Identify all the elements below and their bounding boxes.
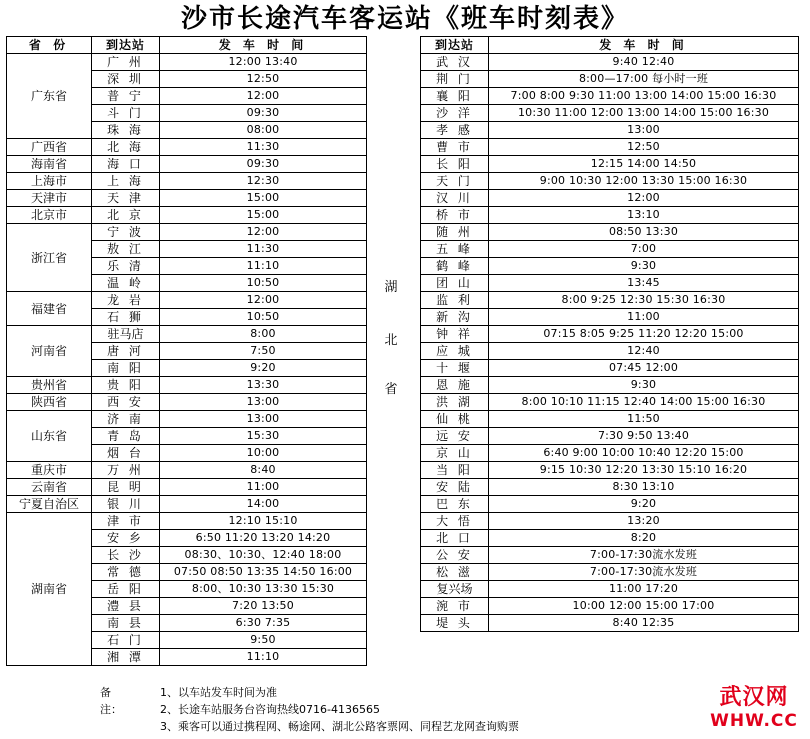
departure-times-cell: 15:00: [160, 190, 367, 207]
departure-times-cell: 12:40: [489, 343, 799, 360]
departure-times-cell: 15:30: [160, 428, 367, 445]
departure-times-cell: 13:00: [489, 122, 799, 139]
destination-cell: 随 州: [421, 224, 489, 241]
destination-cell: 应 城: [421, 343, 489, 360]
departure-times-cell: 11:00: [489, 309, 799, 326]
table-row: [421, 326, 799, 343]
departure-times-cell: 7:00-17:30流水发班: [489, 564, 799, 581]
destination-cell: 海 口: [92, 156, 160, 173]
destination-cell: 孝 感: [421, 122, 489, 139]
destination-cell: 银 川: [92, 496, 160, 513]
watermark-logo: [700, 685, 808, 731]
table-row: [7, 156, 367, 173]
header-times: 发 车 时 间: [160, 37, 367, 54]
destination-cell: 安 乡: [92, 530, 160, 547]
province-cell: 贵州省: [7, 377, 92, 394]
destination-cell: 敖 江: [92, 241, 160, 258]
departure-times-cell: 12:15 14:00 14:50: [489, 156, 799, 173]
hubei-label-char: 北: [384, 333, 398, 348]
destination-cell: 洪 湖: [421, 394, 489, 411]
table-row: [421, 71, 799, 88]
table-row: [421, 105, 799, 122]
table-row: [7, 496, 367, 513]
destination-cell: 仙 桃: [421, 411, 489, 428]
departure-times-cell: 13:45: [489, 275, 799, 292]
departure-times-cell: 13:00: [160, 394, 367, 411]
departure-times-cell: 9:20: [160, 360, 367, 377]
departure-times-cell: 07:15 8:05 9:25 11:20 12:20 15:00: [489, 326, 799, 343]
table-row: [421, 411, 799, 428]
page-title: 沙市长途汽车客运站《班车时刻表》: [180, 4, 629, 34]
departure-times-cell: 8:00、10:30 13:30 15:30: [160, 581, 367, 598]
table-row: [421, 445, 799, 462]
departure-times-cell: 7:00 8:00 9:30 11:00 13:00 14:00 15:00 16:30: [489, 88, 799, 105]
departure-times-cell: 13:20: [489, 513, 799, 530]
destination-cell: 北 海: [92, 139, 160, 156]
destination-cell: 驻马店: [92, 326, 160, 343]
destination-cell: 南 阳: [92, 360, 160, 377]
destination-cell: 堤 头: [421, 615, 489, 632]
watermark-cn: 武汉网: [719, 685, 789, 710]
departure-times-cell: 9:30: [489, 258, 799, 275]
table-row: [421, 615, 799, 632]
destination-cell: 当 阳: [421, 462, 489, 479]
table-row: [421, 598, 799, 615]
destination-cell: 唐 河: [92, 343, 160, 360]
departure-times-cell: 13:10: [489, 207, 799, 224]
table-row: [421, 496, 799, 513]
departure-times-cell: 9:00 10:30 12:00 13:30 15:00 16:30: [489, 173, 799, 190]
province-cell: 湖南省: [7, 513, 92, 666]
departure-times-cell: 6:50 11:20 13:20 14:20: [160, 530, 367, 547]
table-row: [421, 292, 799, 309]
departure-times-cell: 8:00—17:00 每小时一班: [489, 71, 799, 88]
table-row: [7, 462, 367, 479]
departure-times-cell: 12:30: [160, 173, 367, 190]
destination-cell: 复兴场: [421, 581, 489, 598]
departure-times-cell: 9:30: [489, 377, 799, 394]
table-row: [421, 173, 799, 190]
departure-times-cell: 8:20: [489, 530, 799, 547]
destination-cell: 南 县: [92, 615, 160, 632]
table-row: [421, 190, 799, 207]
destination-cell: 松 滋: [421, 564, 489, 581]
departure-times-cell: 11:10: [160, 649, 367, 666]
destination-cell: 鹤 峰: [421, 258, 489, 275]
departure-times-cell: 08:00: [160, 122, 367, 139]
watermark-en: WHW.CC: [710, 711, 798, 731]
note-item: 3、乘客可以通过携程网、畅途网、湖北公路客票网、同程艺龙网查询购票: [160, 720, 519, 733]
departure-times-cell: 14:00: [160, 496, 367, 513]
table-row: [421, 275, 799, 292]
destination-cell: 青 岛: [92, 428, 160, 445]
departure-times-cell: 09:30: [160, 105, 367, 122]
departure-times-cell: 8:40 12:35: [489, 615, 799, 632]
departure-times-cell: 9:15 10:30 12:20 13:30 15:10 16:20: [489, 462, 799, 479]
departure-times-cell: 12:50: [160, 71, 367, 88]
departure-times-cell: 12:00: [489, 190, 799, 207]
province-cell: 重庆市: [7, 462, 92, 479]
destination-cell: 湘 潭: [92, 649, 160, 666]
destination-cell: 澧 县: [92, 598, 160, 615]
destination-cell: 襄 阳: [421, 88, 489, 105]
destination-cell: 西 安: [92, 394, 160, 411]
destination-cell: 珠 海: [92, 122, 160, 139]
destination-cell: 深 圳: [92, 71, 160, 88]
table-row: [7, 139, 367, 156]
header-destination: 到达站: [421, 37, 489, 54]
destination-cell: 钟 祥: [421, 326, 489, 343]
destination-cell: 武 汉: [421, 54, 489, 71]
header-times: 发 车 时 间: [489, 37, 799, 54]
table-row: [7, 479, 367, 496]
destination-cell: 石 门: [92, 632, 160, 649]
destination-cell: 沙 洋: [421, 105, 489, 122]
destination-cell: 宁 波: [92, 224, 160, 241]
note-item: 1、以车站发车时间为准: [160, 686, 277, 699]
destination-cell: 万 州: [92, 462, 160, 479]
departure-times-cell: 10:00: [160, 445, 367, 462]
departure-times-cell: 10:50: [160, 309, 367, 326]
table-row: [421, 343, 799, 360]
destination-cell: 长 沙: [92, 547, 160, 564]
destination-cell: 五 峰: [421, 241, 489, 258]
departure-times-cell: 13:30: [160, 377, 367, 394]
table-row: [421, 462, 799, 479]
departure-times-cell: 7:00: [489, 241, 799, 258]
destination-cell: 乐 清: [92, 258, 160, 275]
departure-times-cell: 12:10 15:10: [160, 513, 367, 530]
departure-times-cell: 7:20 13:50: [160, 598, 367, 615]
departure-times-cell: 08:50 13:30: [489, 224, 799, 241]
table-row: [7, 54, 367, 71]
destination-cell: 天 津: [92, 190, 160, 207]
destination-cell: 远 安: [421, 428, 489, 445]
province-cell: 陕西省: [7, 394, 92, 411]
table-row: [421, 564, 799, 581]
province-cell: 河南省: [7, 326, 92, 377]
table-row: [421, 428, 799, 445]
destination-cell: 公 安: [421, 547, 489, 564]
destination-cell: 北 口: [421, 530, 489, 547]
destination-cell: 广 州: [92, 54, 160, 71]
timetable-right: [420, 36, 799, 632]
departure-times-cell: 8:00: [160, 326, 367, 343]
departure-times-cell: 6:30 7:35: [160, 615, 367, 632]
destination-cell: 烟 台: [92, 445, 160, 462]
destination-cell: 十 堰: [421, 360, 489, 377]
departure-times-cell: 9:20: [489, 496, 799, 513]
departure-times-cell: 12:00 13:40: [160, 54, 367, 71]
departure-times-cell: 09:30: [160, 156, 367, 173]
province-cell: 广西省: [7, 139, 92, 156]
destination-cell: 济 南: [92, 411, 160, 428]
table-row: [421, 394, 799, 411]
province-cell: 福建省: [7, 292, 92, 326]
province-cell: 广东省: [7, 54, 92, 139]
departure-times-cell: 11:00: [160, 479, 367, 496]
departure-times-cell: 8:30 13:10: [489, 479, 799, 496]
table-row: [7, 173, 367, 190]
table-row: [421, 54, 799, 71]
table-row: [7, 326, 367, 343]
table-row: [7, 377, 367, 394]
table-row: [421, 122, 799, 139]
departure-times-cell: 11:00 17:20: [489, 581, 799, 598]
province-cell: 宁夏自治区: [7, 496, 92, 513]
destination-cell: 津 市: [92, 513, 160, 530]
hubei-label-char: 省: [384, 382, 398, 397]
table-row: [421, 547, 799, 564]
table-row: [7, 207, 367, 224]
table-row: [7, 394, 367, 411]
destination-cell: 巴 东: [421, 496, 489, 513]
departure-times-cell: 13:00: [160, 411, 367, 428]
notes-label: 备注：: [100, 686, 122, 716]
destination-cell: 北 京: [92, 207, 160, 224]
destination-cell: 温 岭: [92, 275, 160, 292]
header-province: 省 份: [7, 37, 92, 54]
table-row: [421, 88, 799, 105]
province-cell: 云南省: [7, 479, 92, 496]
table-row: [421, 258, 799, 275]
table-row: [421, 224, 799, 241]
departure-times-cell: 8:40: [160, 462, 367, 479]
departure-times-cell: 15:00: [160, 207, 367, 224]
table-row: [7, 190, 367, 207]
table-row: [421, 309, 799, 326]
province-cell: 上海市: [7, 173, 92, 190]
destination-cell: 团 山: [421, 275, 489, 292]
province-cell: 浙江省: [7, 224, 92, 292]
table-row: [7, 292, 367, 309]
departure-times-cell: 12:00: [160, 224, 367, 241]
departure-times-cell: 9:40 12:40: [489, 54, 799, 71]
destination-cell: 曹 市: [421, 139, 489, 156]
table-row: [421, 241, 799, 258]
hubei-label-char: 湖: [384, 280, 398, 295]
table-row: [7, 411, 367, 428]
province-cell: 海南省: [7, 156, 92, 173]
table-header-row: [7, 37, 367, 54]
departure-times-cell: 11:10: [160, 258, 367, 275]
table-row: [421, 581, 799, 598]
destination-cell: 新 沟: [421, 309, 489, 326]
province-cell: 北京市: [7, 207, 92, 224]
destination-cell: 斗 门: [92, 105, 160, 122]
table-header-row: [421, 37, 799, 54]
departure-times-cell: 8:00 10:10 11:15 12:40 14:00 15:00 16:30: [489, 394, 799, 411]
destination-cell: 岳 阳: [92, 581, 160, 598]
departure-times-cell: 12:00: [160, 88, 367, 105]
table-row: [421, 360, 799, 377]
departure-times-cell: 7:30 9:50 13:40: [489, 428, 799, 445]
table-row: [7, 513, 367, 530]
destination-cell: 普 宁: [92, 88, 160, 105]
table-row: [421, 156, 799, 173]
destination-cell: 常 德: [92, 564, 160, 581]
departure-times-cell: 7:50: [160, 343, 367, 360]
note-item: 2、长途车站服务台咨询热线0716-4136565: [160, 703, 380, 716]
destination-cell: 昆 明: [92, 479, 160, 496]
departure-times-cell: 11:50: [489, 411, 799, 428]
departure-times-cell: 12:00: [160, 292, 367, 309]
departure-times-cell: 10:00 12:00 15:00 17:00: [489, 598, 799, 615]
destination-cell: 安 陆: [421, 479, 489, 496]
destination-cell: 天 门: [421, 173, 489, 190]
table-row: [421, 479, 799, 496]
timetable-left: [6, 36, 367, 666]
destination-cell: 大 悟: [421, 513, 489, 530]
destination-cell: 长 阳: [421, 156, 489, 173]
departure-times-cell: 11:30: [160, 139, 367, 156]
province-cell: 山东省: [7, 411, 92, 462]
table-row: [421, 513, 799, 530]
destination-cell: 监 利: [421, 292, 489, 309]
destination-cell: 上 海: [92, 173, 160, 190]
destination-cell: 汉 川: [421, 190, 489, 207]
destination-cell: 荆 门: [421, 71, 489, 88]
departure-times-cell: 12:50: [489, 139, 799, 156]
destination-cell: 京 山: [421, 445, 489, 462]
departure-times-cell: 7:00-17:30流水发班: [489, 547, 799, 564]
departure-times-cell: 8:00 9:25 12:30 15:30 16:30: [489, 292, 799, 309]
header-destination: 到达站: [92, 37, 160, 54]
province-cell: 天津市: [7, 190, 92, 207]
table-row: [7, 224, 367, 241]
destination-cell: 桥 市: [421, 207, 489, 224]
table-row: [421, 207, 799, 224]
departure-times-cell: 10:50: [160, 275, 367, 292]
departure-times-cell: 10:30 11:00 12:00 13:00 14:00 15:00 16:30: [489, 105, 799, 122]
departure-times-cell: 07:50 08:50 13:35 14:50 16:00: [160, 564, 367, 581]
destination-cell: 涴 市: [421, 598, 489, 615]
destination-cell: 恩 施: [421, 377, 489, 394]
departure-times-cell: 11:30: [160, 241, 367, 258]
destination-cell: 贵 阳: [92, 377, 160, 394]
table-row: [421, 139, 799, 156]
departure-times-cell: 6:40 9:00 10:00 10:40 12:20 15:00: [489, 445, 799, 462]
table-row: [421, 530, 799, 547]
destination-cell: 石 狮: [92, 309, 160, 326]
destination-cell: 龙 岩: [92, 292, 160, 309]
departure-times-cell: 07:45 12:00: [489, 360, 799, 377]
table-row: [421, 377, 799, 394]
departure-times-cell: 9:50: [160, 632, 367, 649]
departure-times-cell: 08:30、10:30、12:40 18:00: [160, 547, 367, 564]
